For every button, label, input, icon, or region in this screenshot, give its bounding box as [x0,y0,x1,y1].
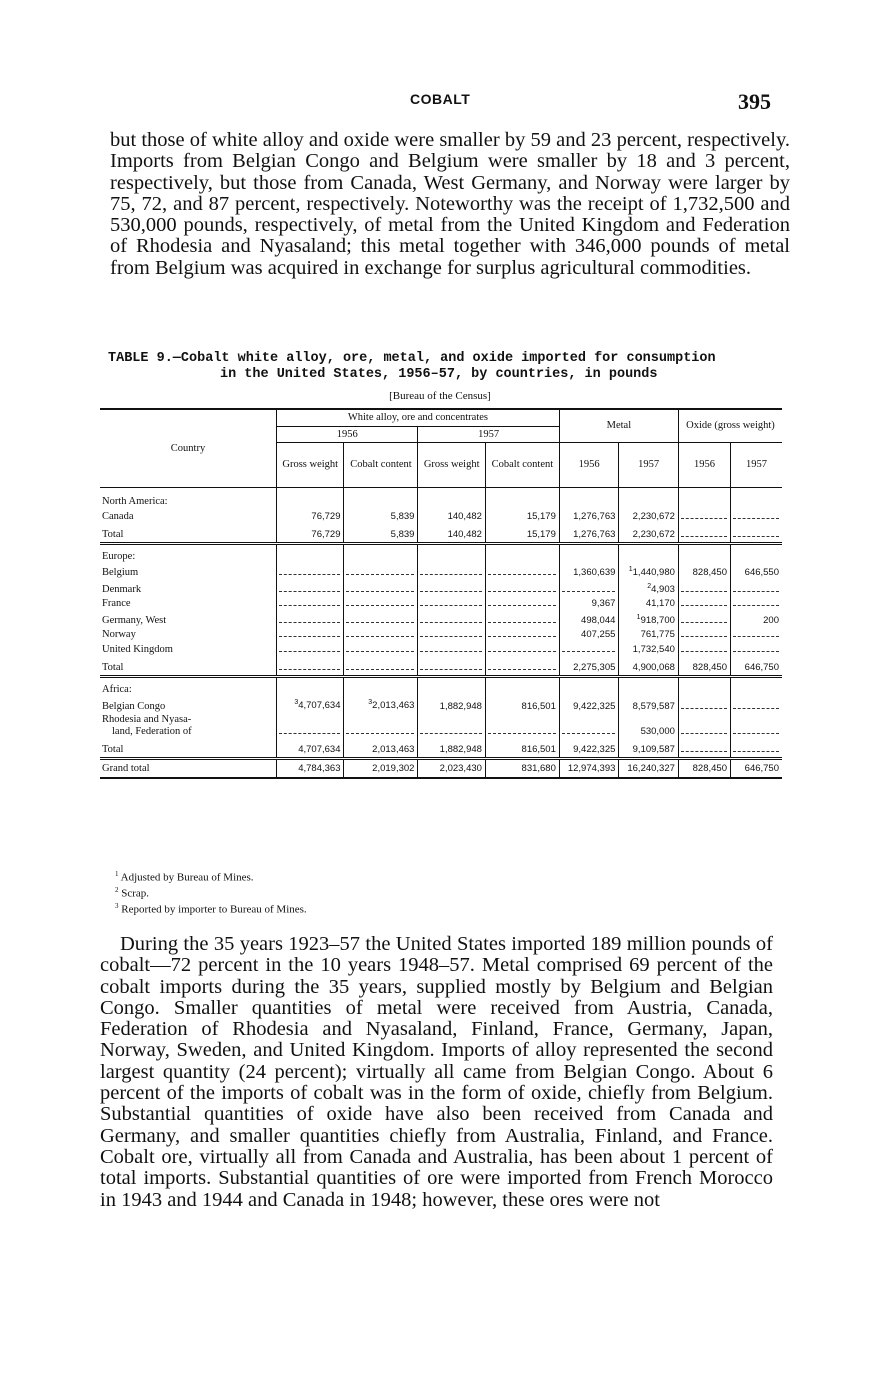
table-row [100,523,782,543]
table-source: [Bureau of the Census] [389,390,491,402]
table-row [100,596,782,611]
cell: 16,240,327 [619,758,679,778]
cell: 9,367 [559,596,619,611]
col-metal-1956: 1956 [559,443,619,488]
cobalt-imports-table [100,408,782,779]
row-label-total: Total [100,738,277,758]
table-row [100,676,782,696]
cell: $^2$4,903 [619,580,679,597]
table-row [100,543,782,563]
table-row [100,738,782,758]
running-header-title: COBALT [410,91,471,107]
country-name: Denmark [102,583,142,595]
cell: 1,276,763 [559,523,619,543]
col-oxide: Oxide (gross weight) [678,409,782,443]
cell: 828,450 [678,563,730,580]
cell: 76,729 [277,509,344,524]
table-row [100,696,782,713]
country-name: France [102,598,131,610]
cell: 200 [730,611,782,628]
cell: 12,974,393 [559,758,619,778]
col-oxide-1957: 1957 [730,443,782,488]
cell: 2,013,463 [344,738,418,758]
country-name: Germany, West [102,614,167,626]
footnote: $^3$ Reported by importer to Bureau of Mines. [115,902,307,916]
cell: 646,750 [730,758,782,778]
cell: 140,482 [418,509,485,524]
cell: 4,784,363 [277,758,344,778]
cell: 2,019,302 [344,758,418,778]
row-label-grand-total: Grand total [102,762,150,774]
row-label-total: Total [100,656,277,676]
col-metal: Metal [559,409,678,443]
country-name: Belgian Congo [102,700,166,712]
col-gross-1957: Gross weight [418,443,485,488]
cell: 828,450 [678,758,730,778]
footnote: $^2$ Scrap. [115,886,150,900]
cell: 1,732,540 [619,642,679,657]
table-row [100,580,782,597]
cell: 831,680 [485,758,559,778]
cell: 4,900,068 [619,656,679,676]
table-row [100,509,782,524]
cell: $^1$918,700 [619,611,679,628]
cell: $^3$2,013,463 [344,696,418,713]
table-row [100,758,782,778]
cell: 2,230,672 [619,509,679,524]
region-label: Europe: [102,550,136,562]
col-alloy-1956: 1956 [277,426,418,443]
col-gross-1956: Gross weight [277,443,344,488]
table-row [100,611,782,628]
col-metal-1957: 1957 [619,443,679,488]
region-label: Africa: [102,683,132,695]
cell: 15,179 [485,523,559,543]
footnote: $^1$ Adjusted by Bureau of Mines. [115,870,254,884]
table-title-line1: TABLE 9.—Cobalt white alloy, ore, metal, and oxide imported for consumption [108,351,716,366]
row-label-total: Total [100,523,277,543]
cell: 8,579,587 [619,696,679,713]
table-row [100,713,782,738]
cell: 9,422,325 [559,738,619,758]
cell: 9,422,325 [559,696,619,713]
cell: 407,255 [559,627,619,642]
table-title-line2: in the United States, 1956–57, by countries, in pounds [220,367,658,382]
cell: 15,179 [485,509,559,524]
col-country: Country [100,409,277,488]
cell: 498,044 [559,611,619,628]
cell: 761,775 [619,627,679,642]
cell: 1,276,763 [559,509,619,524]
col-oxide-1956: 1956 [678,443,730,488]
cell: 76,729 [277,523,344,543]
cell: 5,839 [344,523,418,543]
table-row [100,642,782,657]
cell: 4,707,634 [277,738,344,758]
cell: $^3$4,707,634 [277,696,344,713]
cell: 816,501 [485,738,559,758]
cell: 140,482 [418,523,485,543]
page-number: 395 [738,89,771,114]
cell: 646,750 [730,656,782,676]
footnotes [115,868,307,916]
cell: 2,230,672 [619,523,679,543]
country-name: United Kingdom [102,643,173,655]
cell: 646,550 [730,563,782,580]
country-name: Belgium [102,567,139,579]
paragraph-intro: but those of white alloy and oxide were smaller by 59 and 23 percent, respectively. Imports from Belgian Congo and Belgium were smaller by 18 and 3 percent, respectively, but those from Canada, West Germany, and Norway were larger by 75, 72, and 87 percent, respectively. Noteworthy was the receipt of 1,732,500 and 530,000 pounds, respectively, of metal from the United Kingdom and Federation of Rhodesia and Nyasaland; this metal together with 346,000 pounds of metal from Belgium was acquired in exchange for surplus agricultural commodities. [110,129,790,279]
cell: 1,882,948 [418,738,485,758]
table-row [100,656,782,676]
country-name: Norway [102,629,136,641]
cell: 1,882,948 [418,696,485,713]
cell: 1,360,639 [559,563,619,580]
table-row [100,563,782,580]
col-alloy-1957: 1957 [418,426,559,443]
country-name: Rhodesia and Nyasa- land, Federation of [102,714,192,737]
table-title [108,351,788,383]
country-name: Canada [102,510,134,522]
cell: 2,023,430 [418,758,485,778]
cell: 9,109,587 [619,738,679,758]
cell: 828,450 [678,656,730,676]
col-cobalt-1957: Cobalt content [485,443,559,488]
cell: $^1$1,440,980 [619,563,679,580]
table-row [100,488,782,509]
cell: 2,275,305 [559,656,619,676]
cell: 530,000 [619,713,679,738]
cell: 816,501 [485,696,559,713]
cell: 41,170 [619,596,679,611]
paragraph-history: During the 35 years 1923–57 the United States imported 189 million pounds of cobalt—72 percent in the 10 years 1948–57. Metal comprised 69 percent of the cobalt imports during the 35 years, supplied mostly by Belgium and Belgian Congo. Smaller quantities of metal were received from Austria, Canada, Federation of Rhodesia and Nyasaland, Finland, France, Germany, Japan, Norway, Sweden, and United Kingdom. Imports of alloy represented the second largest quantity (24 percent); virtually all came from Belgian Congo. About 6 percent of the imports of cobalt was in the form of oxide, chiefly from Belgium. Substantial quantities of oxide have also been received from Canada and Germany, and smaller quantities chiefly from Australia, Finland, and France. Cobalt ore, virtually all from Canada and Australia, has been about 1 percent of total imports. Substantial quantities of ore were imported from French Morocco in 1943 and 1944 and Canada in 1948; however, these ores were not [100,933,773,1211]
cell: 5,839 [344,509,418,524]
col-white-alloy: White alloy, ore and concentrates [277,409,560,426]
region-label: North America: [102,496,168,507]
table-row [100,627,782,642]
col-cobalt-1956: Cobalt content [344,443,418,488]
